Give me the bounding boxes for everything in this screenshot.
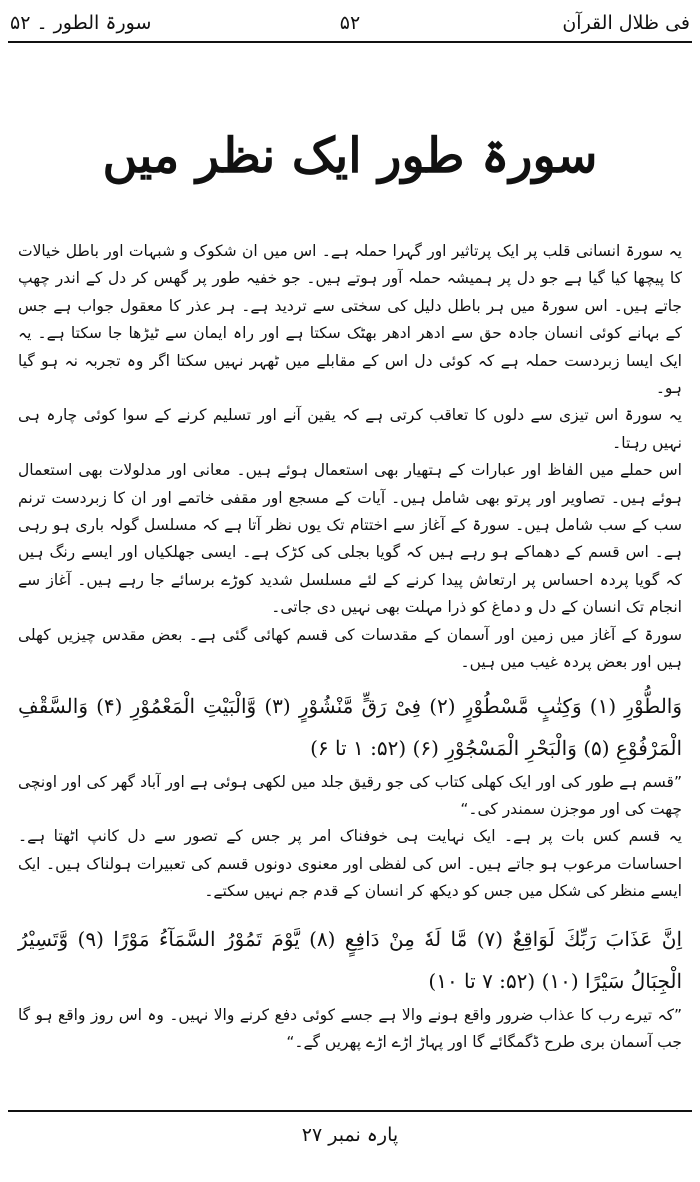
body-text xyxy=(18,238,682,1056)
header-rule xyxy=(8,41,692,43)
book-title: فی ظلال القرآن xyxy=(562,12,690,34)
intro-paragraph: اس حملے میں الفاظ اور عبارات کے ہتھیار بھی استعمال ہوئے ہیں۔ معانی اور مدلولات بھی استعمال ہوئے ہیں۔ تصاویر اور پرتو بھی شامل ہیں۔ آیات کے مسجع اور مقفی خاتمے اور ان کا زبردست ترنم سب کے سب شامل ہیں۔ سورۃ کے آغاز سے اختتام تک یوں نظر آتا ہے کہ مسلسل گولہ باری ہو رہی ہے۔ اس قسم کے دھماکے ہو رہے ہیں کہ گویا بجلی کی کڑک ہے۔ ایسی جھلکیاں اور ایسے رنگ ہیں کہ گویا پردہ احساس پر ارتعاش پیدا کرنے کے لئے مسلسل شدید کوڑے برسائے جا رہے ہیں۔ آغاز سے انجام تک انسان کے دل و دماغ کو ذرا مہلت بھی نہیں دی جاتی۔ xyxy=(18,461,682,617)
spacer xyxy=(18,677,682,685)
quran-verse-block: اِنَّ عَذَابَ رَبِّكَ لَوَاقِعٌ (۷) مَّا لَهٗ مِنْ دَافِعٍ (۸) يَّوْمَ تَمُوْرُ السَّمَآءُ مَوْرًا (۹) وَّتَسِيْرُ الْجِبَالُ سَيْرًا (۱۰) (۵۲: ۷ تا ۱۰) xyxy=(18,926,683,993)
verse-translation: ”قسم ہے طور کی اور ایک کھلی کتاب کی جو رقیق جلد میں لکھی ہوئی ہے اور آباد گھر کی اور اونچی چھت کی اور موجزن سمندر کی۔“ xyxy=(18,772,682,818)
quran-verse-block: وَالطُّوْرِ (۱) وَكِتٰبٍ مَّسْطُوْرٍ (۲) فِیْ رَقٍّ مَّنْشُوْرٍ (۳) وَّالْبَیْتِ الْمَعْمُوْرِ (۴) وَالسَّقْفِ الْمَرْفُوْعِ (۵) وَالْبَحْرِ الْمَسْجُوْرِ (۶) (۵۲: ۱ تا ۶) xyxy=(18,693,683,760)
spacer xyxy=(18,906,682,918)
footer-rule xyxy=(8,1110,692,1112)
verse-translation: ”کہ تیرے رب کا عذاب ضرور واقع ہونے والا ہے جسے کوئی دفع کرنے والا نہیں۔ وہ اس روز واقع ہو گا جب آسمان بری طرح ڈگمگائے گا اور پہاڑ اڑے اڑے پھریں گے۔“ xyxy=(18,1005,682,1051)
para-label: پارہ نمبر ۲۷ xyxy=(301,1124,399,1146)
intro-paragraph: سورۃ کے آغاز میں زمین اور آسمان کے مقدسات کی قسم کھائی گئی ہے۔ بعض مقدس چیزیں کھلی ہیں اور بعض پردہ غیب میں ہیں۔ xyxy=(18,625,682,672)
page-number: ۵۲ xyxy=(339,12,361,34)
intro-paragraph: یہ سورۃ انسانی قلب پر ایک پرتاثیر اور گہرا حملہ ہے۔ اس میں ان شکوک و شبہات اور باطل خیالات کا پیچھا کیا گیا ہے جو دل پر ہمیشہ حملہ آور ہوتے ہیں۔ جو خفیہ طور پر گھس کر دل کے اندر چھپ جاتے ہیں۔ اس سورۃ میں ہر باطل دلیل کی سختی سے تردید ہے۔ ہر عذر کا معقول جواب ہے جس کے بہانے کوئی انسان جادہ حق سے ادھر ادھر بھٹک سکتا ہے اور راہ ایمان سے ٹیڑھا جا سکتا ہے۔ یہ ایک ایسا زبردست حملہ ہے کہ کوئی دل اس کے مقابلے میں ٹھہر نہیں سکتا اگر وہ تجربہ نہ ہو گیا ہو۔ xyxy=(18,242,682,398)
intro-paragraph: یہ سورۃ اس تیزی سے دلوں کا تعاقب کرتی ہے کہ یقین آنے اور تسلیم کرنے کے سوا کوئی چارہ ہی نہیں رہتا۔ xyxy=(18,406,682,452)
chapter-title: سورۃ طور ایک نظر میں xyxy=(102,128,598,184)
commentary-paragraph: یہ قسم کس بات پر ہے۔ ایک نہایت ہی خوفناک امر پر جس کے تصور سے دل کانپ اٹھتا ہے۔ احساسات مرعوب ہو جاتے ہیں۔ اس کی لفظی اور معنوی دونوں قسم کی تعبیرات ہولناک ہیں۔ ایک ایسے منظر کی شکل میں جس کو دیکھ کر انسان کے قدم جم نہیں سکتے۔ xyxy=(18,827,682,901)
surah-reference: سورۃ الطور ۔ ۵۲ xyxy=(10,12,152,34)
running-header xyxy=(10,8,690,40)
